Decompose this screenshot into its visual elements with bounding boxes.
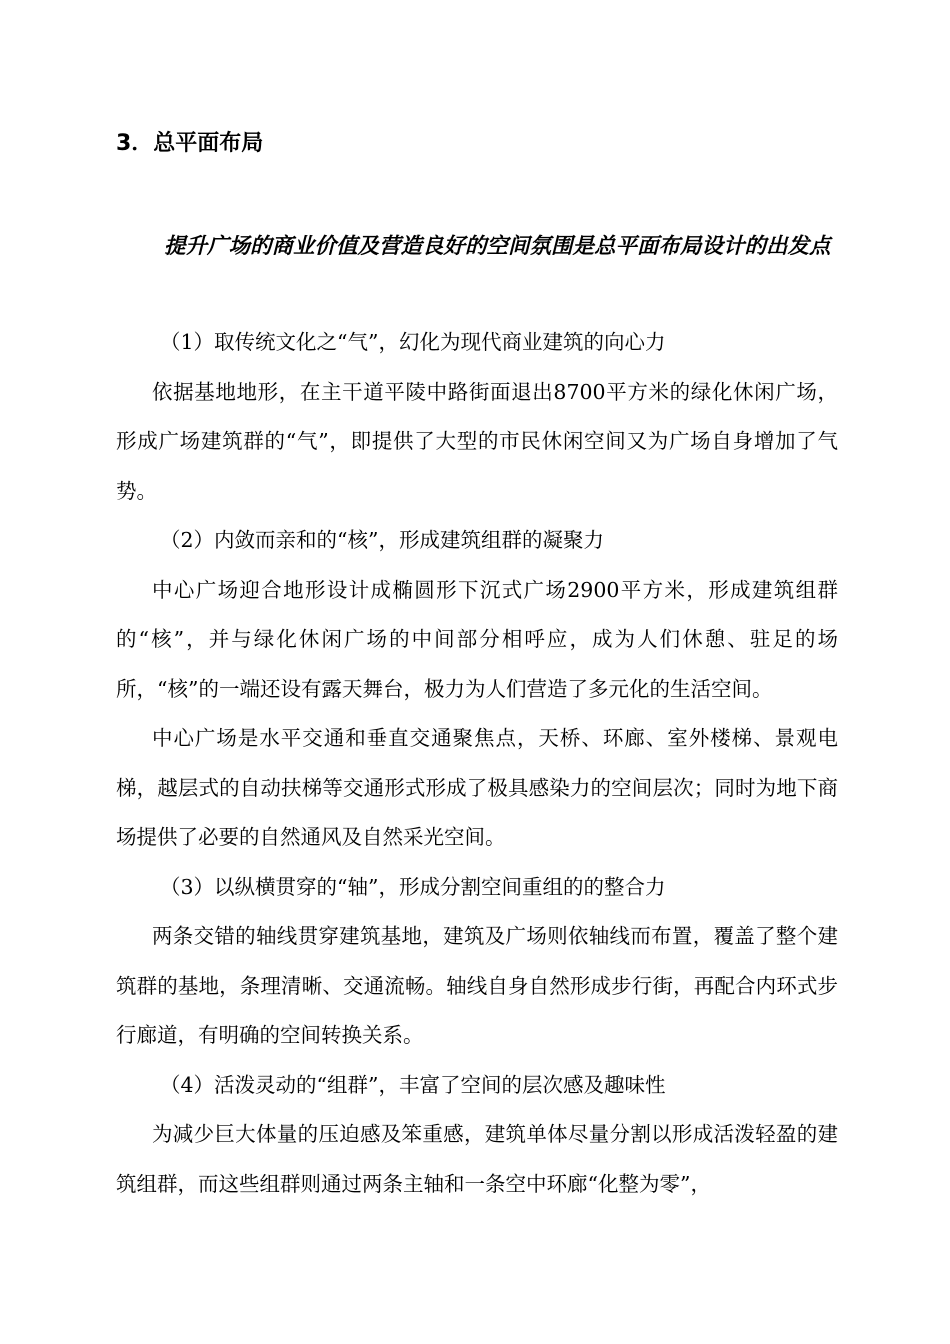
paragraph-4: 两条交错的轴线贯穿建筑基地，建筑及广场则依轴线而布置，覆盖了整个建筑群的基地，条理清晰、交通流畅。轴线自身自然形成步行街，再配合内环式步行廊道，有明确的空间转换关系。 xyxy=(116,924,838,1047)
paragraph-2: 中心广场迎合地形设计成椭圆形下沉式广场2900平方米，形成建筑组群的“核”，并与绿化休闲广场的中间部分相呼应，成为人们休憩、驻足的场所，“核”的一端还设有露天舞台，极力为人们营造了多元化的生活空间。 xyxy=(116,577,838,701)
subheading-1: （1）取传统文化之“气”，幻化为现代商业建筑的向心力 xyxy=(160,330,666,354)
subheading-2: （2）内敛而亲和的“核”，形成建筑组群的凝聚力 xyxy=(160,528,605,552)
section-heading: 3．总平面布局 xyxy=(116,131,264,156)
paragraph-5: 为减少巨大体量的压迫感及笨重感，建筑单体尽量分割以形成活泼轻盈的建筑组群，而这些组群则通过两条主轴和一条空中环廊“化整为零”， xyxy=(116,1122,838,1196)
subheading-3: （3）以纵横贯穿的“轴”，形成分割空间重组的的整合力 xyxy=(160,874,666,899)
body-text xyxy=(116,318,838,1209)
subheading-4: （4）活泼灵动的“组群”，丰富了空间的层次感及趣味性 xyxy=(160,1072,666,1097)
paragraph-3: 中心广场是水平交通和垂直交通聚焦点，天桥、环廊、室外楼梯、景观电梯，越层式的自动扶梯等交通形式形成了极具感染力的空间层次；同时为地下商场提供了必要的自然通风及自然采光空间。 xyxy=(116,726,838,849)
paragraph-1: 依据基地地形，在主干道平陵中路街面退出8700平方米的绿化休闲广场，形成广场建筑群的“气”，即提供了大型的市民休闲空间又为广场自身增加了气势。 xyxy=(116,379,838,503)
section-lead: 提升广场的商业价值及营造良好的空间氛围是总平面布局设计的出发点 xyxy=(164,234,831,259)
